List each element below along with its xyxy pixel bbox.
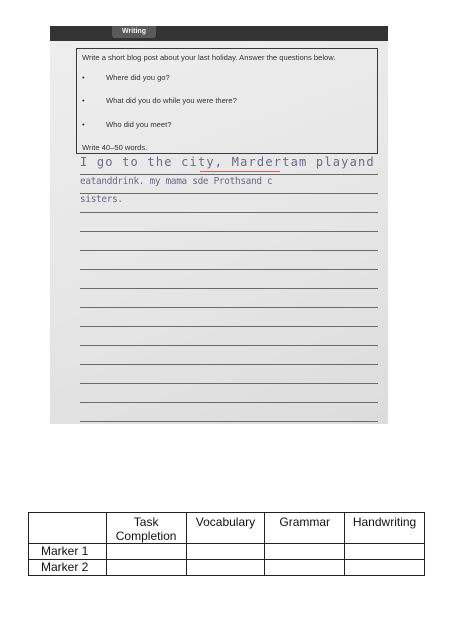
ruled-line xyxy=(80,383,378,384)
header-vocabulary: Vocabulary xyxy=(186,513,265,544)
handwriting-line-2: eatanddrink. my mama sde Prothsand c xyxy=(80,176,273,187)
score-cell[interactable] xyxy=(345,560,425,576)
word-count-instruction: Write 40–50 words. xyxy=(82,143,148,152)
ruled-line xyxy=(80,269,378,270)
ruled-line xyxy=(80,174,378,175)
header-handwriting: Handwriting xyxy=(345,513,425,544)
score-cell[interactable] xyxy=(186,544,265,560)
question-3 xyxy=(82,120,171,129)
question-2 xyxy=(82,96,237,105)
ruled-lines xyxy=(80,160,378,422)
question-text: Where did you go? xyxy=(106,73,170,82)
score-cell[interactable] xyxy=(186,560,265,576)
bullet-icon: • xyxy=(82,96,85,105)
table-header-row xyxy=(29,513,425,544)
score-cell[interactable] xyxy=(106,560,186,576)
handwriting-line-3: sisters. xyxy=(80,194,123,205)
question-text: What did you do while you were there? xyxy=(106,96,237,105)
ruled-line xyxy=(80,307,378,308)
task-instruction: Write a short blog post about your last holiday. Answer the questions below. xyxy=(82,53,336,62)
score-cell[interactable] xyxy=(265,560,345,576)
section-tab-writing: Writing xyxy=(112,26,156,38)
ruled-line xyxy=(80,364,378,365)
header-band xyxy=(50,26,388,41)
table-row-marker-1 xyxy=(29,544,425,560)
ruled-line xyxy=(80,402,378,403)
ruled-line xyxy=(80,345,378,346)
worksheet-photo xyxy=(50,26,388,424)
row-label-marker-1: Marker 1 xyxy=(29,544,107,560)
table-row-marker-2 xyxy=(29,560,425,576)
ruled-line xyxy=(80,250,378,251)
ruled-line xyxy=(80,421,378,422)
marking-table xyxy=(28,512,425,576)
score-cell[interactable] xyxy=(265,544,345,560)
table-header-cell xyxy=(29,513,107,544)
score-cell[interactable] xyxy=(106,544,186,560)
row-label-marker-2: Marker 2 xyxy=(29,560,107,576)
ruled-line xyxy=(80,326,378,327)
ruled-line xyxy=(80,193,378,194)
header-grammar: Grammar xyxy=(265,513,345,544)
ruled-line xyxy=(80,212,378,213)
ruled-line xyxy=(80,288,378,289)
question-1 xyxy=(82,73,170,82)
teacher-underline xyxy=(200,171,280,172)
question-text: Who did you meet? xyxy=(106,120,172,129)
bullet-icon: • xyxy=(82,120,85,129)
prompt-box xyxy=(76,48,378,154)
bullet-icon: • xyxy=(82,73,85,82)
ruled-line xyxy=(80,231,378,232)
header-task-completion: Task Completion xyxy=(106,513,186,544)
score-cell[interactable] xyxy=(345,544,425,560)
handwriting-line-1: I go to the city, Mardertam playand xyxy=(80,155,375,169)
